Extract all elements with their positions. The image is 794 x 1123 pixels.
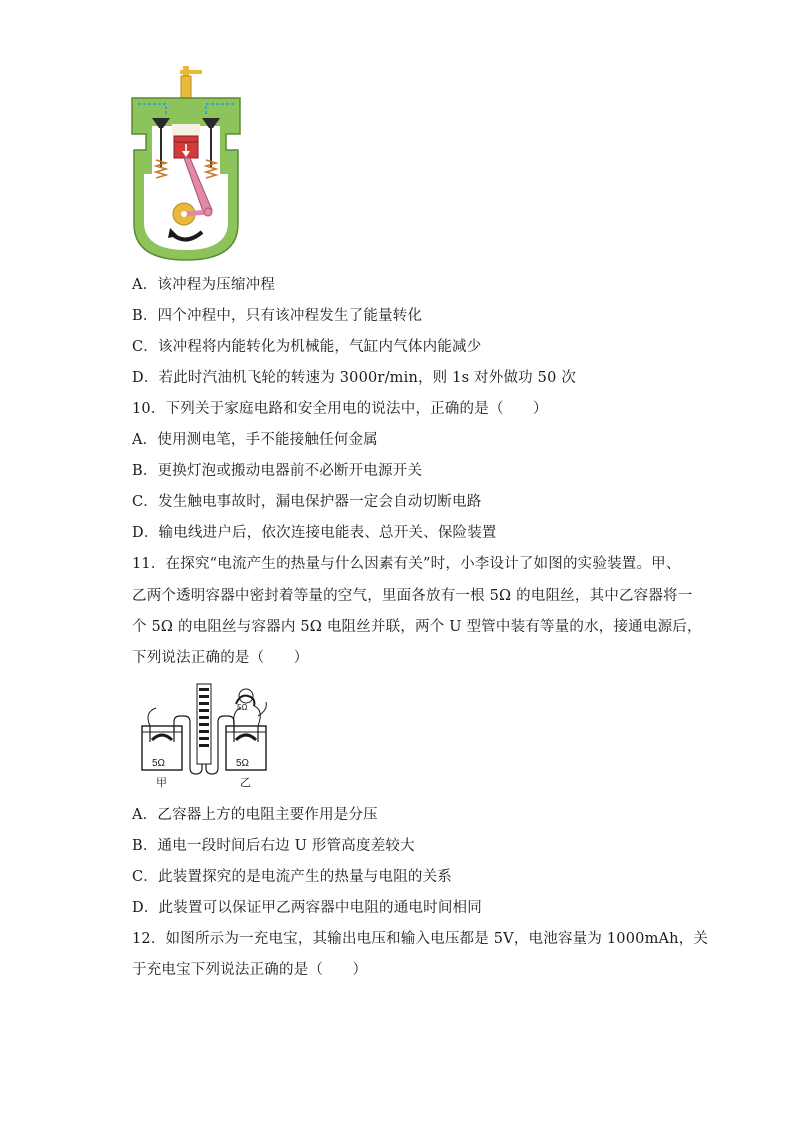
q12-stem-line-1: 12．如图所示为一充电宝，其输出电压和输入电压都是 5V，电池容量为 1000mAh，关 [132, 931, 709, 947]
heating-wire-jia [152, 735, 172, 740]
q11-option-c: C．此装置探究的是电流产生的热量与电阻的关系 [132, 869, 452, 885]
resistor-label-yi: 5Ω [236, 758, 250, 769]
spark-plug-body [181, 76, 191, 98]
q11-stem-line-1: 11．在探究“电流产生的热量与什么因素有关”时，小李设计了如图的实验装置。甲、 [132, 556, 681, 572]
q9-option-b: B．四个冲程中，只有该冲程发生了能量转化 [132, 308, 423, 324]
q10-option-a: A．使用测电笔，手不能接触任何金属 [132, 432, 378, 448]
q11-stem-line-2: 乙两个透明容器中密封着等量的空气，里面各放有一根 5Ω 的电阻丝，其中乙容器将一 [132, 588, 693, 604]
external-lead-right [254, 706, 260, 726]
combustion-chamber [172, 124, 200, 136]
apparatus-diagram [140, 682, 270, 792]
crank-pin [204, 208, 212, 216]
scale-ticks [199, 688, 209, 747]
circuit-lead-right [258, 702, 266, 716]
resistor-label-top: 5Ω [237, 703, 248, 712]
q11-option-d: D．此装置可以保证甲乙两容器中电阻的通电时间相同 [132, 900, 482, 916]
heating-wire-yi [236, 735, 256, 740]
q11-option-a: A．乙容器上方的电阻主要作用是分压 [132, 807, 378, 823]
q11-stem-line-4: 下列说法正确的是（ ） [132, 650, 309, 666]
q11-option-b: B．通电一段时间后右边 U 形管高度差较大 [132, 838, 415, 854]
circuit-lead-left [148, 708, 156, 726]
q9-option-c: C．该冲程将内能转化为机械能，气缸内气体内能减少 [132, 339, 482, 355]
engine-stroke-figure [130, 64, 242, 262]
spark-plug-arm [180, 70, 202, 74]
q9-option-a: A．该冲程为压缩冲程 [132, 277, 275, 293]
resistor-label-jia: 5Ω [152, 758, 166, 769]
q11-stem-line-3: 个 5Ω 的电阻丝与容器内 5Ω 电阻丝并联，两个 U 型管中装有等量的水，接通电源后， [132, 619, 702, 635]
q10-option-c: C．发生触电事故时，漏电保护器一定会自动切断电路 [132, 494, 482, 510]
engine-diagram [130, 64, 242, 262]
q10-option-d: D．输电线进户后，依次连接电能表、总开关、保险装置 [132, 525, 497, 541]
joule-heat-apparatus-figure [140, 682, 270, 792]
container-label-yi: 乙 [240, 777, 251, 789]
q12-stem-line-2: 于充电宝下列说法正确的是（ ） [132, 962, 368, 978]
q10-option-b: B．更换灯泡或搬动电器前不必断开电源开关 [132, 463, 423, 479]
crank-center [181, 211, 187, 217]
q9-option-d: D．若此时汽油机飞轮的转速为 3000r/min，则 1s 对外做功 50 次 [132, 370, 577, 386]
container-label-jia: 甲 [156, 777, 167, 789]
q10-stem: 10．下列关于家庭电路和安全用电的说法中，正确的是（ ） [132, 401, 548, 417]
